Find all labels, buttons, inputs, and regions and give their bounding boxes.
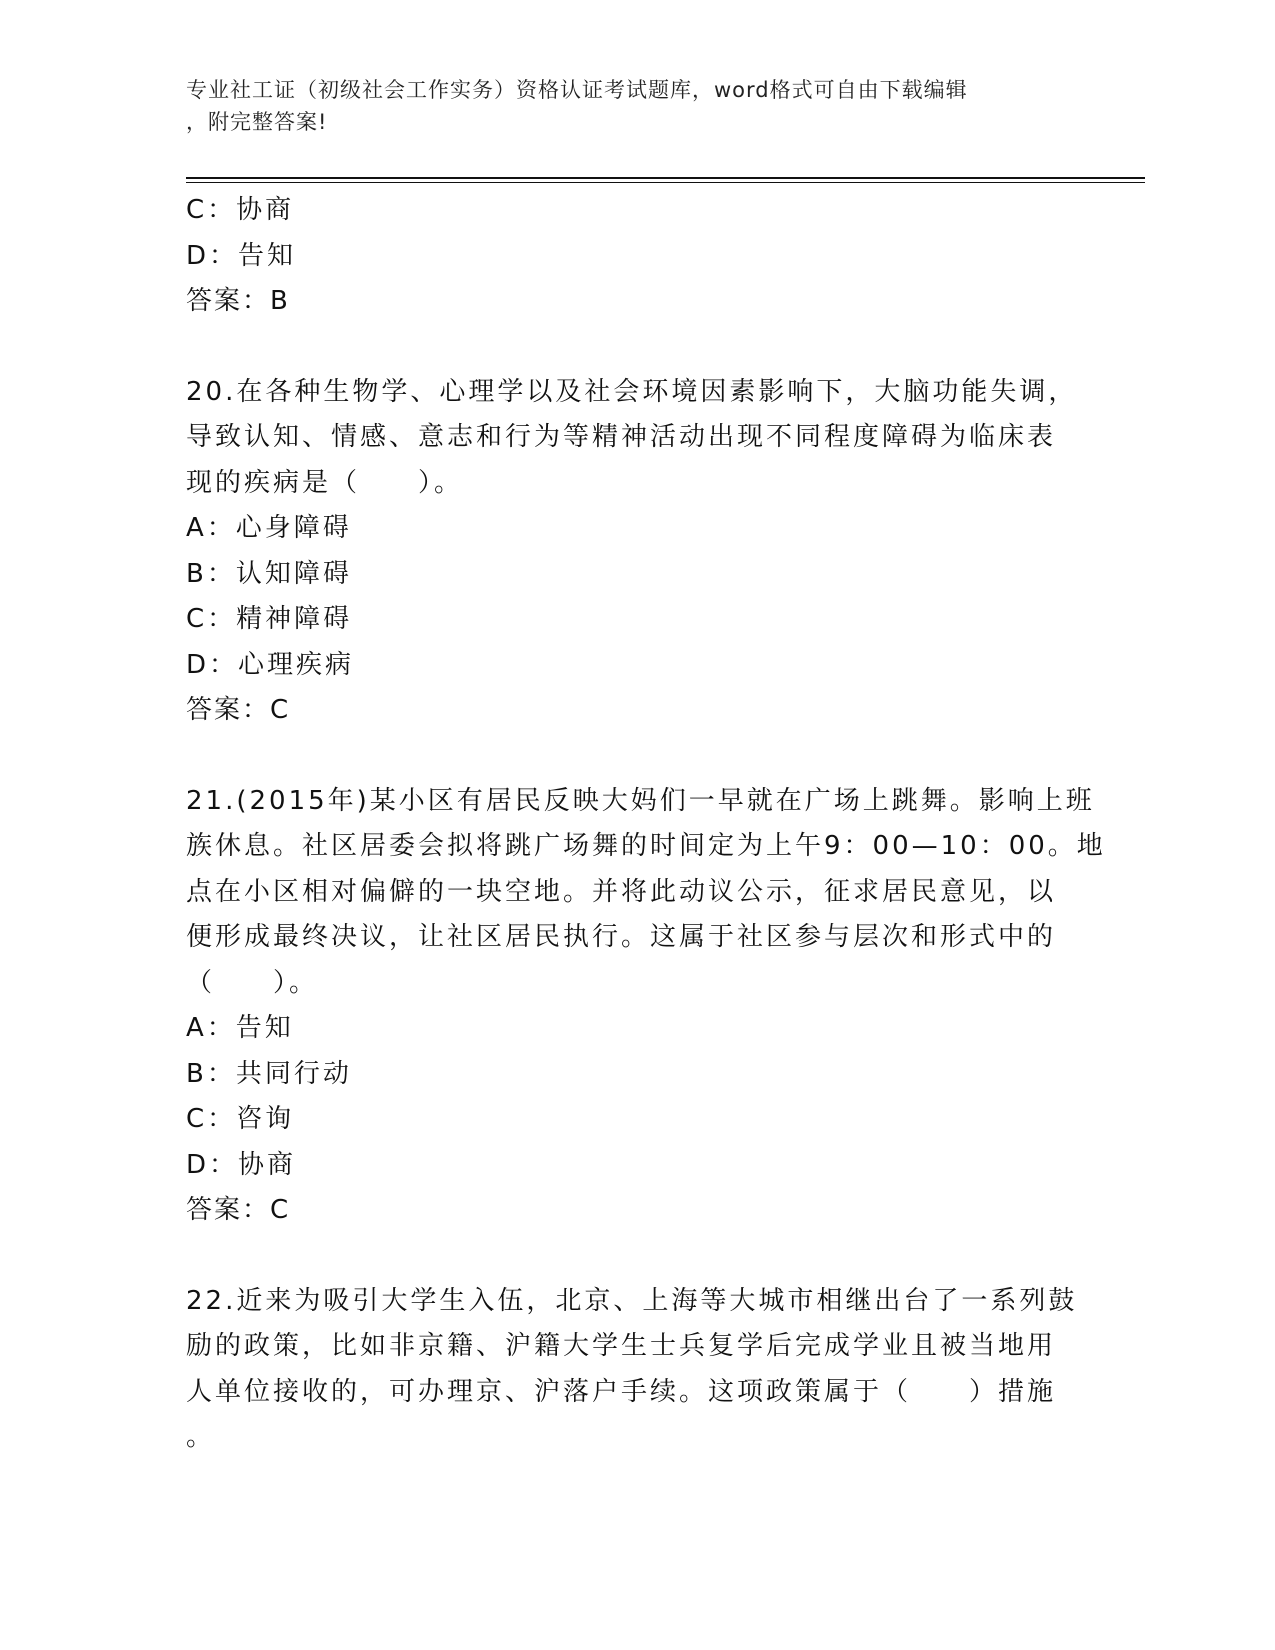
question-text-line: 。 — [186, 1422, 216, 1452]
question-text-line: 人单位接收的，可办理京、沪落户手续。这项政策属于（ ）措施 — [186, 1376, 1057, 1407]
header-line-1: 专业社工证（初级社会工作实务）资格认证考试题库，word格式可自由下载编辑 — [186, 78, 968, 102]
option-c: C：协商 — [186, 195, 295, 225]
question-text-line: 22.近来为吸引大学生入伍，北京、上海等大城市相继出台了一系列鼓 — [186, 1285, 1078, 1316]
question-text-line: （ ）。 — [186, 967, 319, 998]
answer: 答案：C — [186, 1195, 291, 1225]
option-a: A：告知 — [186, 1013, 294, 1043]
option-d: D：协商 — [186, 1149, 297, 1180]
option-c: C：精神障碍 — [186, 604, 353, 634]
header-divider-thin — [186, 182, 1145, 183]
option-a: A：心身障碍 — [186, 513, 352, 543]
document-header — [186, 74, 1066, 138]
option-b: B：认知障碍 — [186, 558, 352, 589]
answer: 答案：B — [186, 286, 290, 316]
document-body — [186, 188, 1106, 1461]
header-line-2: ，附完整答案! — [186, 110, 328, 134]
question-text-line: 现的疾病是（ ）。 — [186, 467, 464, 498]
question-text-line: 族休息。社区居委会拟将跳广场舞的时间定为上午9：00—10：00。地 — [186, 831, 1106, 861]
answer: 答案：C — [186, 695, 291, 725]
question-text-line: 励的政策，比如非京籍、沪籍大学生士兵复学后完成学业且被当地用 — [186, 1331, 1057, 1361]
option-d: D：心理疾病 — [186, 649, 355, 680]
option-b: B：共同行动 — [186, 1058, 352, 1089]
question-text-line: 便形成最终决议，让社区居民执行。这属于社区参与层次和形式中的 — [186, 922, 1057, 952]
question-text-line: 21.(2015年)某小区有居民反映大妈们一早就在广场上跳舞。影响上班 — [186, 785, 1095, 816]
question-text-line: 点在小区相对偏僻的一块空地。并将此动议公示，征求居民意见，以 — [186, 876, 1057, 907]
question-text-line: 导致认知、情感、意志和行为等精神活动出现不同程度障碍为临床表 — [186, 422, 1057, 452]
question-20 — [186, 370, 1086, 734]
header-divider — [186, 177, 1145, 179]
option-c: C：咨询 — [186, 1104, 295, 1134]
question-text-line: 20.在各种生物学、心理学以及社会环境因素影响下，大脑功能失调， — [186, 376, 1078, 407]
question-21 — [186, 779, 1106, 1234]
option-d: D：告知 — [186, 240, 297, 271]
question-22 — [186, 1279, 1086, 1461]
